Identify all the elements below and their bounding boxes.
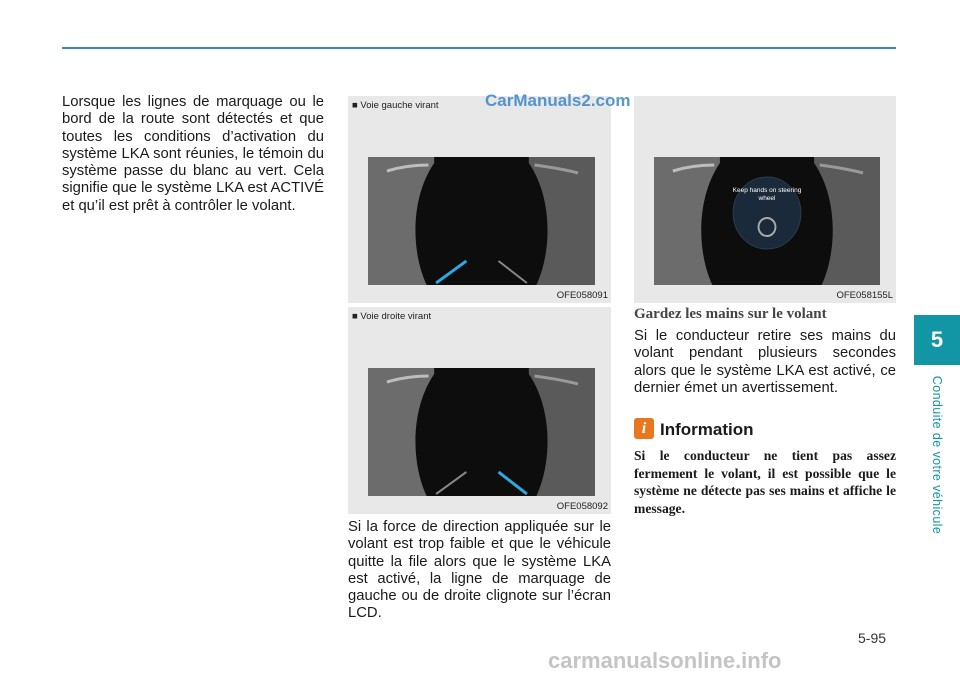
lka-activation-paragraph: Lorsque les lignes de marquage ou le bord de la route sont détectés et que toutes les conditions d’activation du système LKA sont réunies, le témoin du système passe du blanc au vert. Cela signifie que le système LKA est ACTIVÉ et qu’il est prêt à contrôler le volant.: [62, 94, 324, 214]
lane-departure-paragraph: Si la force de direction appliquée sur le volant est trop faible et que le véhicule quitte la file alors que le système LKA est activé, la ligne de marquage de gauche ou de droite clignote sur l’écran LCD.: [348, 519, 611, 622]
figure-caption: ■ Voie droite virant: [352, 311, 432, 322]
figure-left-curve: [348, 96, 611, 303]
cluster-drawing: [368, 157, 595, 285]
chapter-title: Conduite de votre véhicule: [930, 375, 944, 535]
instrument-cluster-image: [368, 157, 595, 285]
figure-code: OFE058091: [556, 290, 608, 301]
hands-warning-message: Keep hands on steering wheel: [732, 187, 802, 202]
cluster-drawing: [654, 157, 880, 285]
figure-code: OFE058155L: [836, 290, 893, 301]
instrument-cluster-image: [368, 368, 595, 496]
chapter-number: 5: [930, 327, 944, 352]
info-title: Information: [660, 420, 754, 439]
instrument-cluster-image: [654, 157, 880, 285]
page-number: 5-95: [858, 630, 887, 646]
figure-caption: ■ Voie gauche virant: [352, 100, 439, 111]
figure-right-curve: [348, 307, 611, 514]
header-rule: [62, 47, 896, 49]
section-heading: Gardez les mains sur le volant: [634, 306, 827, 322]
info-text: Si le conducteur ne tient pas assez fermement le volant, il est possible que le système ne détecte pas ses mains et affiche le message.: [634, 448, 896, 516]
watermark-carmanuals2[interactable]: CarManuals2.com: [485, 91, 631, 110]
figure-hands-warning: [634, 96, 896, 303]
hands-off-paragraph: Si le conducteur retire ses mains du volant pendant plusieurs secondes alors que le système LKA est activé, ce dernier émet un avertissement.: [634, 328, 896, 396]
info-icon: i: [634, 418, 654, 439]
watermark-carmanualsonline[interactable]: carmanualsonline.info: [548, 648, 782, 673]
cluster-drawing: [368, 368, 595, 496]
chapter-tab[interactable]: [914, 315, 960, 365]
figure-code: OFE058092: [556, 501, 608, 512]
